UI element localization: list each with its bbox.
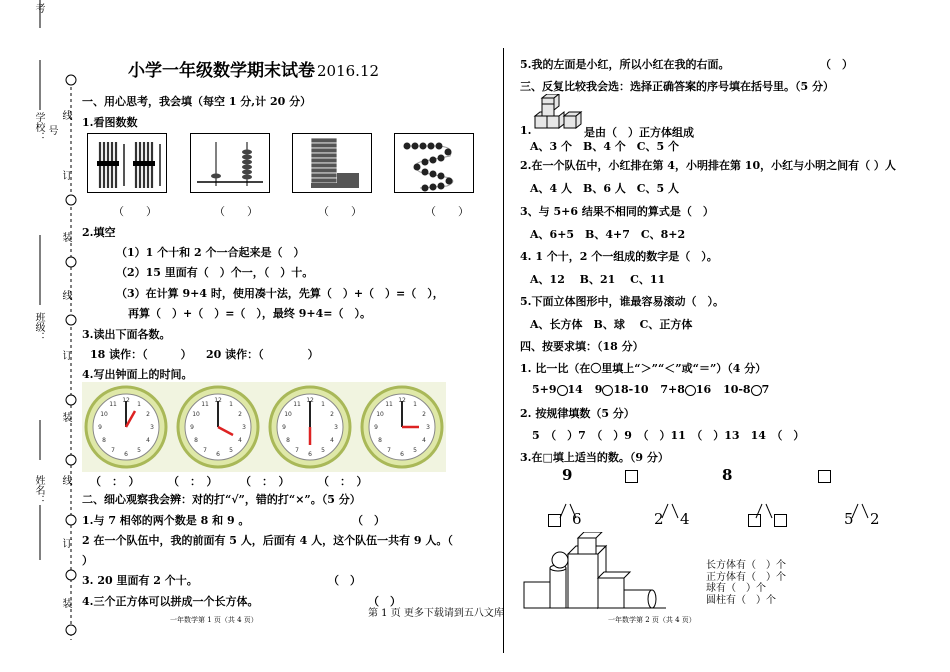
shape-cuboid-count: 长方体有（ ）个 [706,560,786,571]
choice-3: 3、与 5+6 结果不相同的算式是（ ） [520,205,714,218]
compare-3-left: 7+8 [660,383,685,396]
margin-ding-1: 订 [60,170,71,180]
blocks-icon [293,134,371,192]
choice-4-options: A、12 B、21 C、11 [530,273,666,286]
margin-school: 学校： [33,112,44,142]
compare-circle-2[interactable] [602,385,613,396]
compare-3-right: 16 [695,383,712,396]
abacus-picture [190,133,270,193]
tree-2-left: 2 [654,510,664,528]
fill-2-label: 2. 按规律填数（5 分） [520,407,635,420]
tree-3-left-box[interactable] [748,514,761,527]
margin-zhuang-3: 装 [60,598,71,608]
q3-read-20: 20 读作：（ ） [206,348,319,361]
q1-blank-2[interactable]: （ ） [214,205,258,218]
compare-circle-1[interactable] [557,385,568,396]
q3-label: 3.读出下面各数。 [82,328,171,341]
section-3-heading: 三、反复比较我会选：选择正确答案的序号填在括号里。（5 分） [520,80,834,93]
left-footer: 一年数学第 1 页（共 4 页） [170,616,258,624]
q2-item-2: （2）15 里面有（ ）个一，（ ）十。 [116,266,314,279]
clocks-svg: 3 [82,382,446,472]
title-text: 小学一年级数学期末试卷 [128,61,315,81]
section-1-heading: 一、用心思考，我会填（每空 1 分,计 20 分） [82,95,312,108]
choice-1-options: A、3 个 B、4 个 C、5 个 [530,140,680,153]
q2-label: 2.填空 [82,226,116,239]
q3-read-18: 18 读作：（ ） [90,348,192,361]
choice-5-options: A、长方体 B、球 C、正方体 [530,318,693,331]
compare-1-right: 14 [567,383,583,396]
choice-2: 2.在一个队伍中，小红排在第 4，小明排在第 10，小红与小明之间有（ ）人 [520,159,896,172]
judge-2-end: ） [82,554,93,567]
tree-3-top: 8 [722,466,733,484]
compare-2-right: 18-10 [613,383,649,396]
q2-item-3: （3）在计算 9+4 时，使用凑十法，先算（ ）+（ ）=（ ）， [116,287,444,300]
judge-4: 4.三个正方体可以拼成一个长方体。 [82,595,259,608]
sticks-bundle-icon [88,134,166,192]
fill-1-label: 1. 比一比（在〇里填上“＞”“＜”或“＝”）（4 分） [520,362,767,375]
tree-4-right: 2 [870,510,880,528]
page-title [128,56,379,81]
judge-1: 1.与 7 相邻的两个数是 8 和 9 。 [82,514,250,527]
q2-item-3b: 再算（ ）+（ ）=（ ），最终 9+4=（ ）。 [128,307,372,320]
blocks-picture [292,133,372,193]
choice-3-options: A、6+5 B、4+7 C、8+2 [530,228,686,241]
tree-4-left: 5 [844,510,854,528]
margin-line-2: 线 [60,290,71,300]
center-footer: 第 1 页 更多下载请到五八文库 [368,608,504,619]
compare-circle-3[interactable] [685,385,696,396]
choice-2-options: A、4 人 B、6 人 C、5 人 [530,182,680,195]
cubes-icon [532,94,584,136]
choice-4: 4. 1 个十，2 个一组成的数字是（ ）。 [520,250,718,263]
compare-1-left: 5+9 [532,383,557,396]
q1-blank-3[interactable]: （ ） [318,205,362,218]
tree-1-right: 6 [572,510,582,528]
tree-4-top-box[interactable] [818,470,831,483]
section-4-heading: 四、按要求填：（18 分） [520,340,644,353]
shape-cube-count: 正方体有（ ）个 [706,571,786,583]
tree-1-left-box[interactable] [548,514,561,527]
clock-blank-1[interactable]: （ ： ） [90,475,140,488]
shapes-picture-icon [520,532,670,612]
judge-5: 5.我的左面是小红，所以小红在我的右面。 [520,58,730,71]
tree-3-right-box[interactable] [774,514,787,527]
q2-item-1: （1）1 个十和 2 个一合起来是（ ） [116,246,305,259]
judge-3: 3. 20 里面有 2 个十。 [82,574,198,587]
clock-4-icon [362,387,442,467]
q1-blank-4[interactable]: （ ） [425,205,469,218]
shape-cylinder-count: 圆柱有（ ）个 [706,594,776,606]
margin-top-char: 考 [33,3,44,13]
clock-blank-4[interactable]: （ ： ） [318,475,368,488]
shape-sphere-count: 球有（ ）个 [706,583,766,594]
margin-zhuang-1: 装 [60,232,71,242]
judge-3-blank[interactable]: （ ） [328,574,361,587]
compare-row [532,383,769,396]
q4-label: 4.写出钟面上的时间。 [82,368,193,381]
choice-5: 5.下面立体图形中，谁最容易滚动（ ）。 [520,295,724,308]
right-footer: 一年数学第 2 页（共 4 页） [608,616,696,624]
compare-4-left: 10-8 [723,383,751,396]
fill-3-label: 3.在□填上适当的数。（9 分） [520,451,669,464]
judge-1-blank[interactable]: （ ） [352,514,385,527]
margin-ding-3: 订 [60,538,71,548]
margin-ding-2: 订 [60,350,71,360]
margin-name: 姓名： [33,475,44,505]
abacus-icon [191,134,269,192]
clock-1-icon [86,387,166,467]
bead-chain-picture [394,133,474,193]
sequence-row: 5 （ ）7 （ ）9 （ ）11 （ ）13 14 （ ） [532,429,805,442]
judge-2: 2 在一个队伍中，我的前面有 5 人，后面有 4 人，这个队伍一共有 9 人。（ [82,534,453,547]
tree-2-right: 4 [680,510,690,528]
margin-school-no: 号 [46,125,57,135]
choice-1: 是由（ ）正方体组成 [584,126,694,139]
section-2-heading: 二、细心观察我会辨：对的打“√”，错的打“×”。（5 分） [82,493,361,506]
margin-line-3: 线 [60,475,71,485]
choice-1-num: 1. [520,124,532,137]
clock-2-icon [178,387,258,467]
compare-circle-4[interactable] [751,385,762,396]
margin-zhuang-2: 装 [60,412,71,422]
tree-2-top-box[interactable] [625,470,638,483]
compare-4-right: 7 [761,383,770,396]
tree-1-top: 9 [562,466,573,484]
margin-class: 班级： [33,312,44,342]
margin-line-1: 线 [60,110,71,120]
judge-4-blank[interactable]: （ ） [368,595,401,608]
column-divider [503,48,504,653]
clock-blank-2[interactable]: （ ： ） [168,475,218,488]
compare-2-left: 9 [594,383,603,396]
shape-count-list [706,560,786,606]
judge-5-blank[interactable]: （ ） [820,58,853,71]
clock-panel [82,382,446,472]
sticks-bundle-picture [87,133,167,193]
bead-chain-icon [395,134,473,192]
q1-blank-1[interactable]: （ ） [113,205,157,218]
clock-3-icon [270,387,350,467]
q1-label: 1.看图数数 [82,116,138,129]
title-year: 2016.12 [317,62,380,80]
clock-blank-3[interactable]: （ ： ） [240,475,290,488]
